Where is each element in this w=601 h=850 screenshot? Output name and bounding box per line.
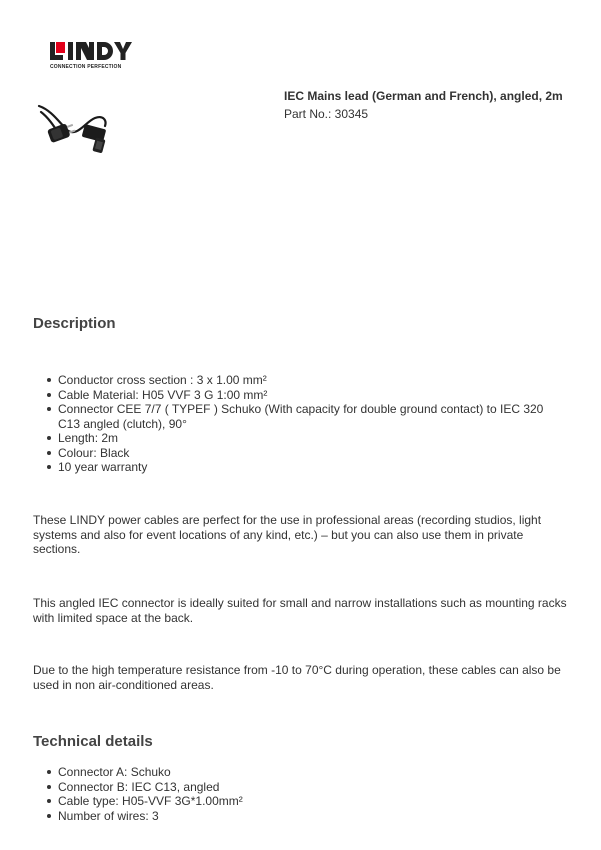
description-paragraph: Due to the high temperature resistance from -10 to 70°C during operation, these cables can also be used in non air-conditioned areas.: [33, 663, 561, 692]
description-heading: Description: [33, 315, 116, 332]
power-cable-icon: [33, 100, 115, 158]
description-paragraph: This angled IEC connector is ideally suited for small and narrow installations such as mounting racks with limited space at the back.: [33, 596, 567, 625]
lindy-logo: [50, 40, 140, 74]
list-item: Length: 2m: [58, 431, 558, 446]
list-item: 10 year warranty: [58, 460, 558, 475]
list-item: Colour: Black: [58, 446, 558, 461]
technical-details-heading: Technical details: [33, 733, 153, 750]
lindy-logo-mark: [50, 40, 132, 62]
list-item: Conductor cross section : 3 x 1.00 mm²: [58, 373, 558, 388]
list-item: Number of wires: 3: [58, 809, 558, 824]
technical-bullet-list: [58, 765, 558, 823]
list-item: Cable type: H05-VVF 3G*1.00mm²: [58, 794, 558, 809]
logo-tagline: CONNECTION PERFECTION: [50, 64, 122, 70]
list-item: Cable Material: H05 VVF 3 G 1:00 mm²: [58, 388, 558, 403]
description-bullet-list: [58, 373, 558, 475]
list-item: Connector A: Schuko: [58, 765, 558, 780]
product-title: IEC Mains lead (German and French), angled, 2m: [284, 89, 563, 103]
list-item: Connector CEE 7/7 ( TYPEF ) Schuko (With capacity for double ground contact) to IEC 320 C13 angled (clutch), 90°: [58, 402, 558, 431]
description-paragraph: These LINDY power cables are perfect for the use in professional areas (recording studios, light systems and also for event locations of any kind, etc.) – but you can also use them in private sections.: [33, 513, 542, 556]
list-item: Connector B: IEC C13, angled: [58, 780, 558, 795]
part-number: Part No.: 30345: [284, 107, 369, 121]
